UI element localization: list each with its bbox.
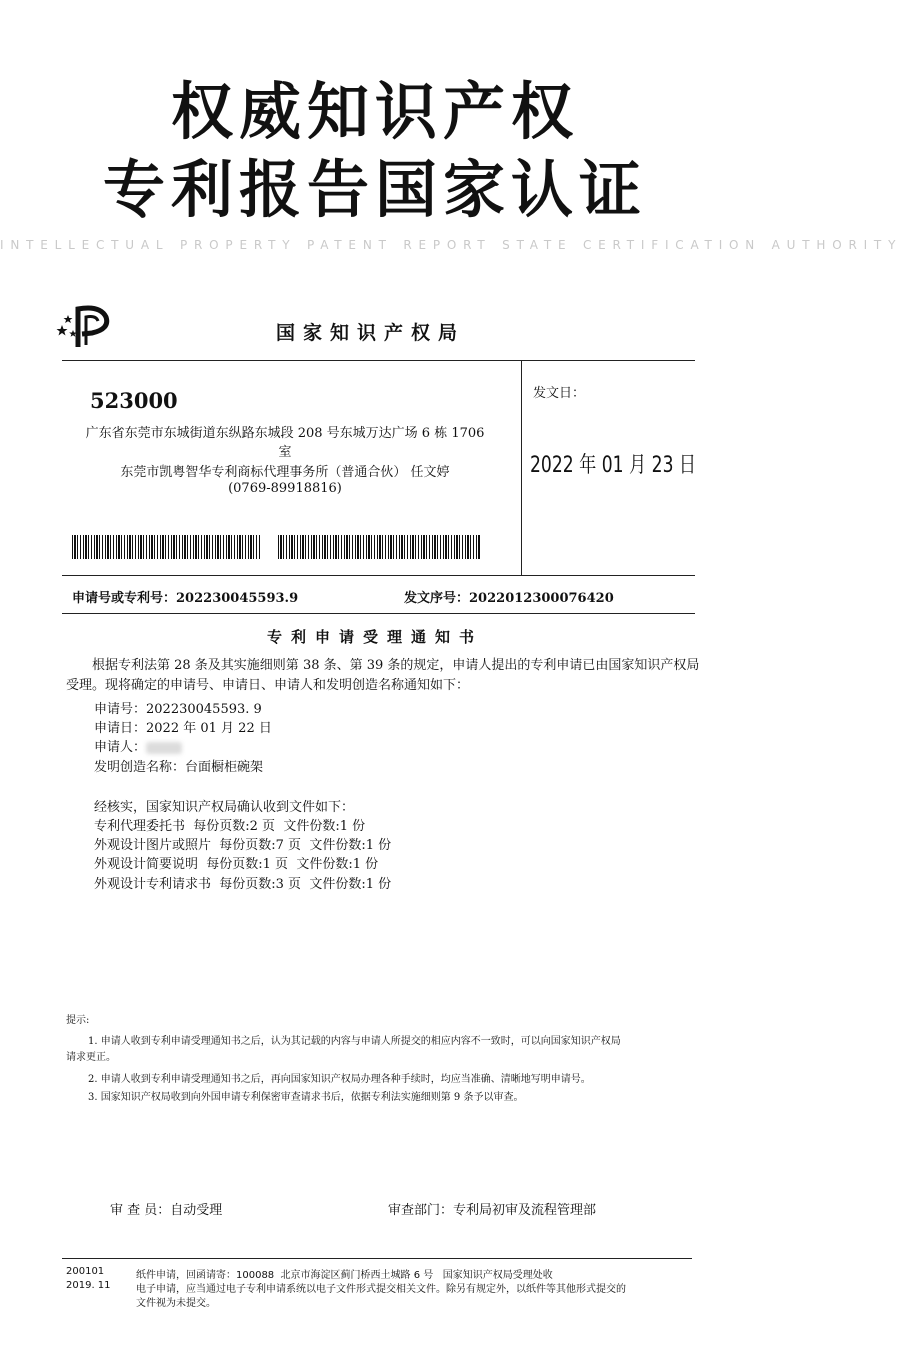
form-code: 200101 bbox=[66, 1266, 105, 1277]
phone-line: (0769-89918816) bbox=[228, 481, 342, 496]
field-label: 申请人： bbox=[94, 740, 147, 755]
footer-line: 纸件申请，回函请寄：100088 北京市海淀区蓟门桥西土城路 6 号 国家知识产权局受理处收 bbox=[136, 1270, 553, 1281]
redacted-applicant bbox=[146, 742, 182, 754]
footer-line: 文件视为未提交。 bbox=[136, 1298, 216, 1309]
field-label: 发明创造名称： bbox=[94, 760, 186, 775]
field-label: 申请号： bbox=[94, 702, 147, 717]
divider bbox=[62, 360, 695, 361]
footer-divider bbox=[62, 1258, 692, 1259]
banner-title-line1: 权威知识产权 bbox=[170, 75, 579, 148]
application-number bbox=[72, 587, 298, 606]
field-application-date bbox=[94, 717, 272, 736]
serial-number-value: 2022012300076420 bbox=[469, 591, 614, 606]
notice-paragraph: 受理。现将确定的申请号、申请日、申请人和发明创造名称通知如下： bbox=[66, 678, 470, 693]
address-line: 室 bbox=[278, 445, 292, 460]
barcode-right bbox=[278, 535, 480, 559]
divider bbox=[62, 613, 695, 614]
dispatch-date-label: 发文日： bbox=[533, 386, 586, 401]
serial-number-label: 发文序号： bbox=[404, 591, 470, 606]
examiner-value: 自动受理 bbox=[170, 1203, 223, 1218]
divider bbox=[521, 360, 522, 575]
tip-item: 2. 申请人收到专利申请受理通知书之后，再向国家知识产权局办理各种手续时，均应当准确、清晰地写明申请号。 bbox=[88, 1074, 591, 1085]
notice-title: 专利申请受理通知书 bbox=[266, 628, 483, 646]
field-application-number bbox=[94, 698, 262, 717]
document-item: 专利代理委托书 每份页数:2 页 文件份数:1 份 bbox=[94, 819, 366, 834]
examiner bbox=[110, 1201, 222, 1221]
divider bbox=[62, 575, 695, 576]
application-number-label: 申请号或专利号： bbox=[72, 591, 177, 606]
document-item: 外观设计简要说明 每份页数:1 页 文件份数:1 份 bbox=[94, 857, 379, 872]
examiner-label: 审 查 员： bbox=[110, 1203, 171, 1218]
postal-code: 523000 bbox=[90, 388, 178, 413]
agent-line: 东莞市凯粤智华专利商标代理事务所（普通合伙） 任文婷 bbox=[120, 465, 450, 480]
barcode-left bbox=[72, 535, 260, 559]
banner-subtitle: INTELLECTUAL PROPERTY PATENT REPORT STATE CERTIFICATION AUTHORITY bbox=[0, 238, 902, 252]
serial-number bbox=[404, 587, 614, 606]
verified-intro: 经核实，国家知识产权局确认收到文件如下： bbox=[94, 800, 355, 815]
agency-name: 国家知识产权局 bbox=[276, 322, 466, 344]
tips-heading: 提示: bbox=[66, 1015, 90, 1026]
tip-item: 请求更正。 bbox=[66, 1052, 116, 1063]
form-version: 2019. 11 bbox=[66, 1280, 111, 1291]
department-value: 专利局初审及流程管理部 bbox=[453, 1203, 597, 1218]
footer-line: 电子申请，应当通过电子专利申请系统以电子文件形式提交相关文件。除另有规定外，以纸件等其他形式提交的 bbox=[136, 1284, 626, 1295]
notice-paragraph: 根据专利法第 28 条及其实施细则第 38 条、第 39 条的规定，申请人提出的专利申请已由国家知识产权局 bbox=[92, 658, 700, 673]
cnipa-logo-icon bbox=[52, 303, 112, 349]
tip-item: 3. 国家知识产权局收到向外国申请专利保密审查请求书后，依据专利法实施细则第 9 条予以审查。 bbox=[88, 1092, 524, 1103]
field-value: 2022 年 01 月 22 日 bbox=[146, 721, 272, 736]
field-applicant bbox=[94, 736, 182, 755]
address-line: 广东省东莞市东城街道东纵路东城段 208 号东城万达广场 6 栋 1706 bbox=[85, 426, 485, 441]
field-label: 申请日： bbox=[94, 721, 147, 736]
field-value: 202230045593. 9 bbox=[146, 702, 262, 717]
document-item: 外观设计专利请求书 每份页数:3 页 文件份数:1 份 bbox=[94, 877, 392, 892]
field-value: 台面橱柜碗架 bbox=[185, 760, 264, 775]
tip-item: 1. 申请人收到专利申请受理通知书之后，认为其记载的内容与申请人所提交的相应内容不一致时，可以向国家知识产权局 bbox=[88, 1036, 621, 1047]
department-label: 审查部门： bbox=[388, 1203, 454, 1218]
banner-title-line2: 专利报告国家认证 bbox=[102, 153, 647, 226]
dispatch-date-value: 2022 年 01 月 23 日 bbox=[530, 453, 697, 478]
application-number-value: 202230045593.9 bbox=[176, 591, 299, 606]
field-design-name bbox=[94, 756, 263, 775]
review-department bbox=[388, 1201, 596, 1221]
document-item: 外观设计图片或照片 每份页数:7 页 文件份数:1 份 bbox=[94, 838, 392, 853]
